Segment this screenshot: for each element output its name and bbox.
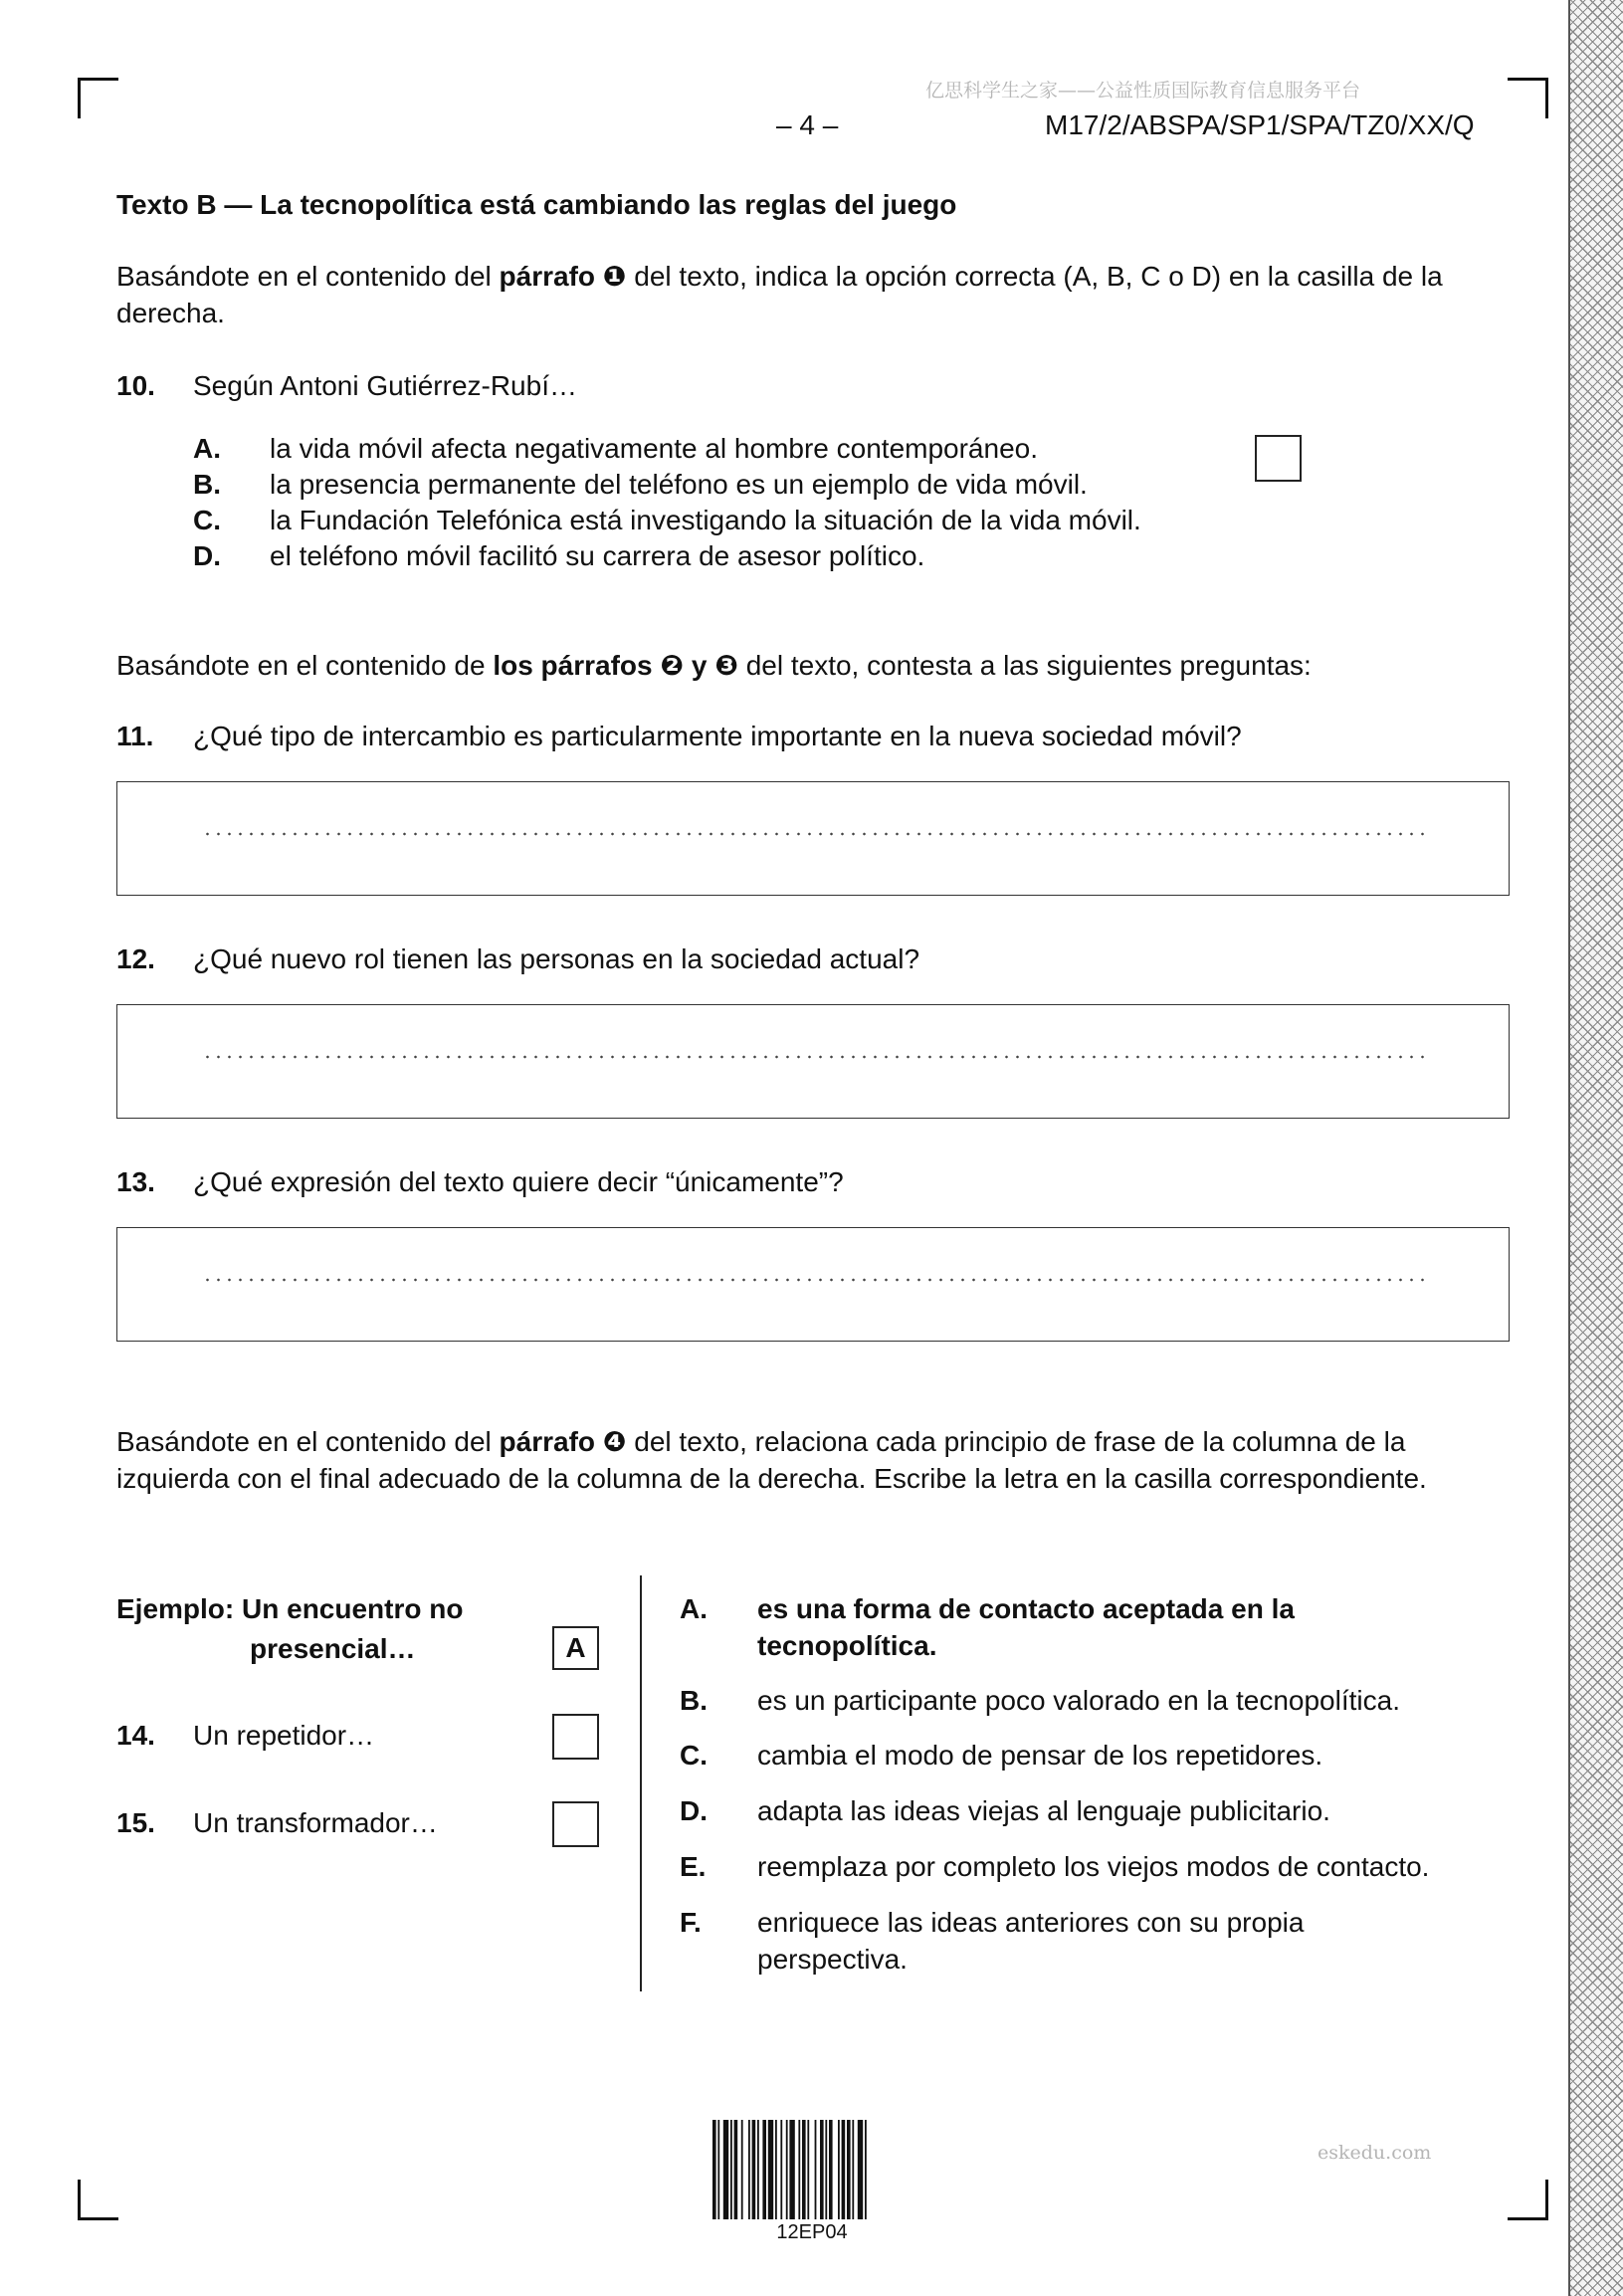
question-11-answer-area[interactable] [116, 781, 1510, 896]
barcode-bar [838, 2120, 840, 2219]
instruction-3-post: del texto, relaciona cada principio de frase de la columna de la izquierda con el final adecuado de la columna de la derecha. Escribe la letra en la casilla correspondiente. [116, 1426, 1427, 1494]
crop-mark-top-right [1508, 78, 1548, 118]
barcode-bar [752, 2120, 756, 2219]
crop-mark-top-left [78, 78, 118, 118]
barcode [712, 2120, 912, 2244]
barcode-bar [820, 2120, 824, 2219]
barcode-bar [802, 2120, 806, 2219]
column-divider [640, 1575, 642, 1991]
ending-c-letter: C. [680, 1740, 708, 1771]
barcode-bar [712, 2120, 716, 2219]
ending-b-letter: B. [680, 1685, 708, 1716]
q10-option-d-text: el teléfono móvil facilitó su carrera de asesor político. [270, 540, 925, 571]
answer-dotted-line [202, 1055, 1429, 1059]
instruction-1-post: del texto, indica la opción correcta (A, B, C o D) en la casilla de la derecha. [116, 261, 1443, 328]
page-number: – 4 – [776, 109, 839, 140]
ending-c-text: cambia el modo de pensar de los repetidores. [757, 1740, 1323, 1771]
question-14-text: Un repetidor… [193, 1720, 375, 1751]
question-12-number: 12. [116, 943, 155, 974]
barcode-bar [768, 2120, 773, 2219]
exam-code: M17/2/ABSPA/SP1/SPA/TZ0/XX/Q [1045, 109, 1475, 140]
question-15-answer-box[interactable] [552, 1801, 599, 1847]
question-10-text: Según Antoni Gutiérrez-Rubí… [193, 370, 577, 401]
example-answer-box [552, 1626, 599, 1670]
ending-e-text: reemplaza por completo los viejos modos de contacto. [757, 1851, 1430, 1882]
question-11-number: 11. [116, 721, 154, 751]
question-10-answer-box[interactable] [1255, 435, 1302, 482]
barcode-bar [858, 2120, 863, 2219]
ending-f-text-line-1: enriquece las ideas anteriores con su propia [757, 1907, 1305, 1938]
question-13-number: 13. [116, 1166, 155, 1197]
instruction-2-post: del texto, contesta a las siguientes preguntas: [737, 650, 1312, 681]
barcode-bar [717, 2120, 719, 2219]
question-13-answer-area[interactable] [116, 1227, 1510, 1342]
question-14-answer-box[interactable] [552, 1714, 599, 1760]
section-title: Texto B — La tecnopolítica está cambiando las reglas del juego [116, 189, 957, 220]
watermark-bottom: eskedu.com [1318, 2142, 1432, 2164]
q10-option-c-letter: C. [193, 505, 221, 535]
question-10-number: 10. [116, 370, 155, 401]
question-14-number: 14. [116, 1720, 155, 1751]
example-answer-letter: A [565, 1632, 586, 1663]
barcode-bar [757, 2120, 759, 2219]
instruction-3-pre: Basándote en el contenido del [116, 1426, 500, 1457]
barcode-bar [789, 2120, 794, 2219]
barcode-bar [847, 2120, 851, 2219]
binding-strip [1568, 0, 1623, 2296]
crop-mark-bottom-left [78, 2180, 118, 2220]
answer-dotted-line [202, 1278, 1429, 1282]
example-label-line-1: Ejemplo: Un encuentro no [116, 1593, 464, 1624]
question-12-answer-area[interactable] [116, 1004, 1510, 1119]
instruction-2-bold: los párrafos ❷ y ❸ [493, 650, 738, 681]
ending-a-letter: A. [680, 1593, 708, 1624]
question-15-text: Un transformador… [193, 1807, 438, 1838]
ending-f-text-line-2: perspectiva. [757, 1944, 908, 1975]
q10-option-d-letter: D. [193, 540, 221, 571]
barcode-bar [807, 2120, 809, 2219]
watermark-top: 亿思科学生之家——公益性质国际教育信息服务平台 [925, 80, 1361, 102]
barcode-graphic [712, 2120, 912, 2219]
instruction-paragraph-2 [116, 647, 1510, 684]
answer-dotted-line [202, 832, 1429, 836]
barcode-bar [852, 2120, 854, 2219]
question-12-text: ¿Qué nuevo rol tienen las personas en la sociedad actual? [193, 943, 920, 974]
barcode-bar [741, 2120, 743, 2219]
ending-d-letter: D. [680, 1795, 708, 1826]
ending-a-text-line-2: tecnopolítica. [757, 1630, 937, 1661]
question-13-text: ¿Qué expresión del texto quiere decir “únicamente”? [193, 1166, 844, 1197]
example-label-line-2: presencial… [250, 1633, 416, 1664]
barcode-bar [815, 2120, 817, 2219]
ending-a-text-line-1: es una forma de contacto aceptada en la [757, 1593, 1295, 1624]
q10-option-a-letter: A. [193, 433, 221, 464]
barcode-bar [780, 2120, 782, 2219]
barcode-bar [798, 2120, 800, 2219]
barcode-bar [730, 2120, 732, 2219]
barcode-label: 12EP04 [776, 2221, 848, 2243]
barcode-bar [775, 2120, 777, 2219]
q10-option-b-text: la presencia permanente del teléfono es un ejemplo de vida móvil. [270, 469, 1088, 500]
ending-e-letter: E. [680, 1851, 707, 1882]
barcode-bar [825, 2120, 827, 2219]
barcode-bar [829, 2120, 833, 2219]
barcode-bar [734, 2120, 738, 2219]
q10-option-c-text: la Fundación Telefónica está investigando la situación de la vida móvil. [270, 505, 1141, 535]
crop-mark-bottom-right [1508, 2180, 1548, 2220]
instruction-1-bold: párrafo ❶ [499, 261, 627, 292]
question-15-number: 15. [116, 1807, 155, 1838]
barcode-bar [748, 2120, 750, 2219]
ending-b-text: es un participante poco valorado en la tecnopolítica. [757, 1685, 1400, 1716]
barcode-bar [786, 2120, 788, 2219]
instruction-2-pre: Basándote en el contenido de [116, 650, 494, 681]
barcode-bar [723, 2120, 728, 2219]
instruction-1-pre: Basándote en el contenido del [116, 261, 500, 292]
instruction-paragraph-3 [116, 1423, 1450, 1497]
question-11-text: ¿Qué tipo de intercambio es particularmente importante en la nueva sociedad móvil? [193, 721, 1242, 751]
barcode-bars [712, 2120, 912, 2219]
ending-f-letter: F. [680, 1907, 702, 1938]
instruction-3-bold: párrafo ❹ [499, 1426, 627, 1457]
q10-option-b-letter: B. [193, 469, 221, 500]
barcode-bar [865, 2120, 867, 2219]
barcode-bar [762, 2120, 766, 2219]
barcode-bar [842, 2120, 846, 2219]
ending-d-text: adapta las ideas viejas al lenguaje publicitario. [757, 1795, 1330, 1826]
q10-option-a-text: la vida móvil afecta negativamente al hombre contemporáneo. [270, 433, 1038, 464]
instruction-paragraph-1 [116, 258, 1510, 331]
